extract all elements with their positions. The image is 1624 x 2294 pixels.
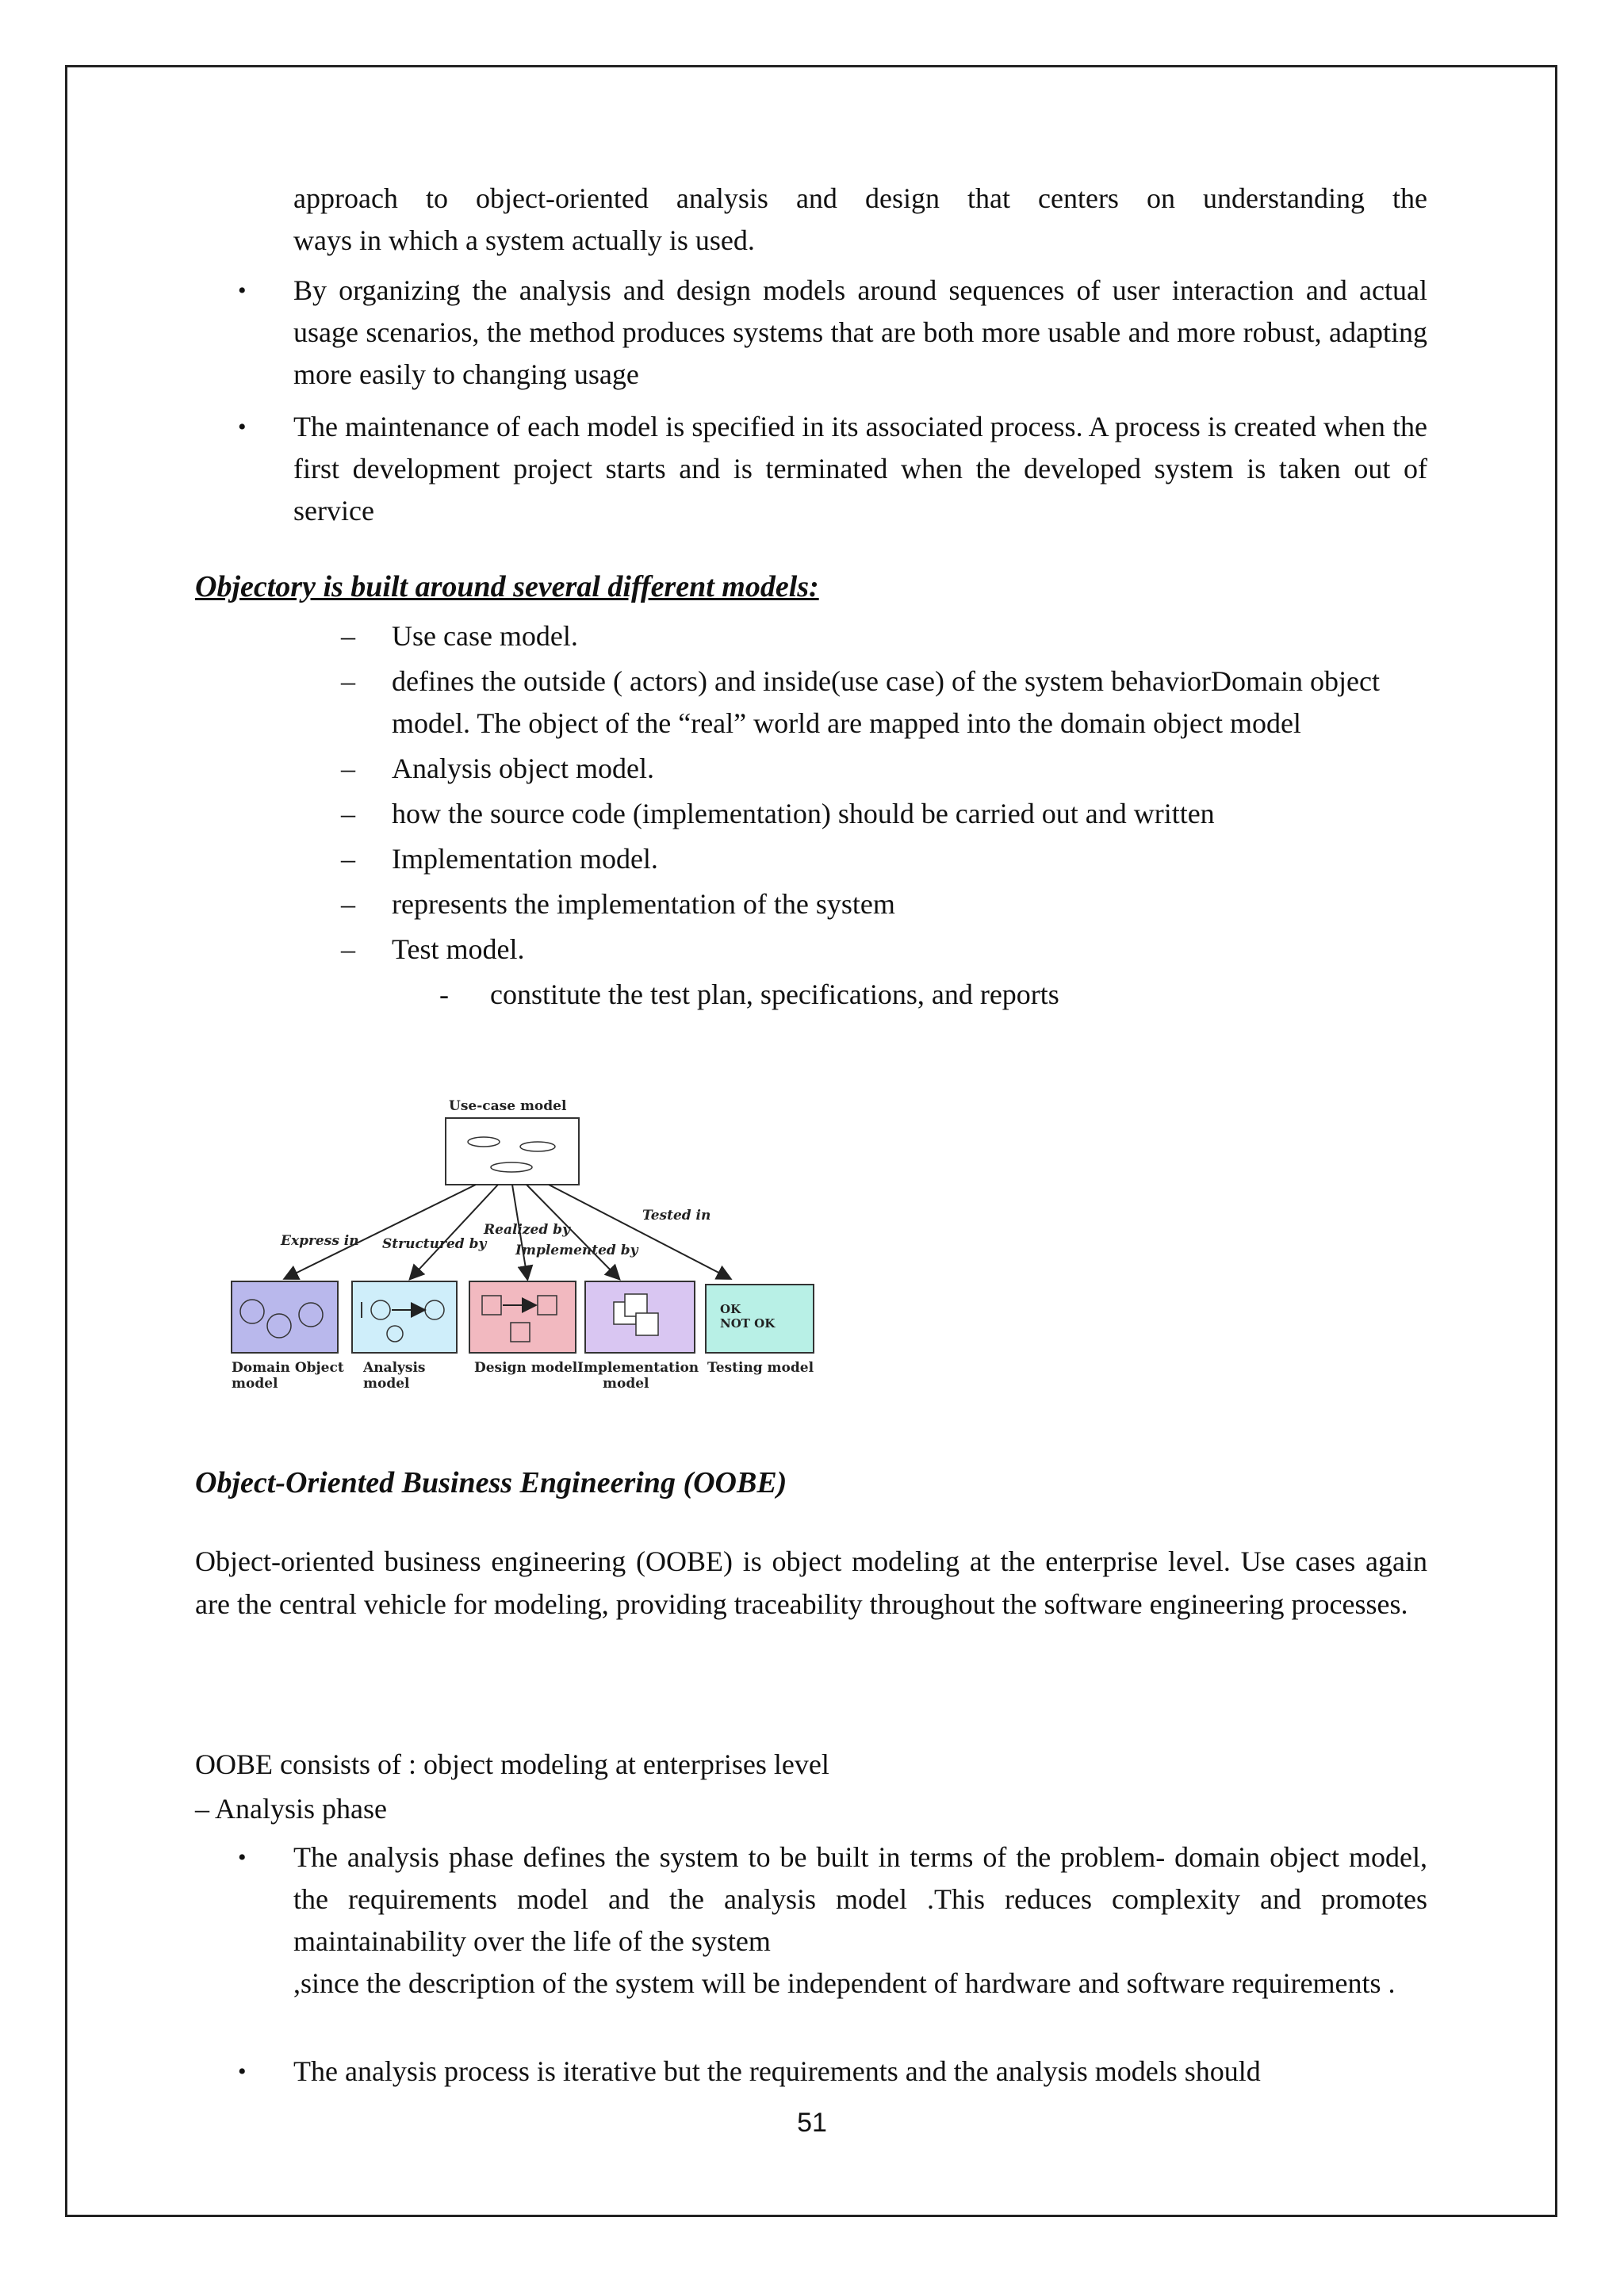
objectory-heading-text: Objectory is built around several different models:: [195, 570, 819, 603]
design-model-label: Design model: [474, 1360, 578, 1376]
list-item-text: Analysis object model.: [392, 753, 654, 784]
testing-model-label: Testing model: [707, 1360, 814, 1376]
list-item-text: defines the outside ( actors) and inside(use case) of the system behaviorDomain object model. The object of the “real” world are mapped into the domain object model: [392, 665, 1380, 739]
bullet-item: [238, 1836, 1427, 2005]
bullet-dot: •: [238, 2058, 247, 2085]
tested-in-arrow: [549, 1185, 730, 1278]
list-item-text: represents the implementation of the system: [392, 888, 895, 920]
bullet-dot: •: [238, 414, 247, 440]
bullet-text: By organizing the analysis and design models around sequences of user interaction and actual usage scenarios, the method produces systems that are both more usable and more robust, adapting more easily to changing usage: [293, 274, 1427, 390]
list-item: [341, 793, 1380, 835]
express-in-arrow: [285, 1185, 476, 1278]
analysis-phase-line: – Analysis phase: [195, 1793, 387, 1825]
domain-object-model-box: [232, 1281, 338, 1353]
sub-list-item: [341, 974, 1380, 1016]
use-case-model-box: [446, 1118, 579, 1185]
diagram-svg: [222, 1086, 841, 1404]
intro-line-2: ways in which a system actually is used.: [293, 224, 755, 256]
dash-marker: –: [341, 933, 355, 965]
structured-by-label: Structured by: [382, 1236, 487, 1252]
bullet-item: [238, 270, 1427, 396]
intro-continuation: [293, 178, 1427, 262]
list-item-text: constitute the test plan, specifications, and reports: [490, 978, 1059, 1010]
use-case-model-label: Use-case model: [449, 1098, 567, 1114]
component-icon: [636, 1313, 658, 1335]
bullet-item: [238, 406, 1427, 532]
list-item: [341, 748, 1380, 790]
realized-by-label: Realized by: [484, 1222, 570, 1238]
model-list: [341, 615, 1380, 1016]
list-item-text: Use case model.: [392, 620, 578, 652]
bullet-text: The analysis process is iterative but the requirements and the analysis models should: [293, 2055, 1261, 2087]
dash-marker: –: [341, 665, 355, 697]
list-item-text: Test model.: [392, 933, 525, 965]
dash-marker: –: [341, 753, 355, 784]
list-item-text: how the source code (implementation) should be carried out and written: [392, 798, 1215, 829]
bullet-text: The analysis phase defines the system to be built in terms of the problem- domain object model, the requirements model and the analysis model .This reduces complexity and promotes maintainability over the life of the system: [293, 1841, 1427, 1957]
list-item: [341, 929, 1380, 971]
oobe-consists-line: OOBE consists of : object modeling at enterprises level: [195, 1748, 829, 1780]
list-item: [341, 838, 1380, 880]
dash-marker: –: [341, 843, 355, 875]
tested-in-label: Tested in: [642, 1208, 711, 1224]
bullet-item: [238, 2051, 1427, 2093]
oobe-paragraph: Object-oriented business engineering (OOBE) is object modeling at the enterprise level. Use cases again are the central vehicle for modeling, providing traceability throughout the software engineering processes.: [195, 1545, 1427, 1620]
objectory-models-diagram: [222, 1086, 841, 1404]
dash-marker: –: [341, 888, 355, 920]
oobe-heading: Object-Oriented Business Engineering (OOBE): [195, 1466, 787, 1499]
bullet-dot: •: [238, 278, 247, 304]
intro-line-1: approach to object-oriented analysis and design that centers on understanding the: [293, 182, 1427, 214]
list-item-text: Implementation model.: [392, 843, 658, 875]
not-ok-text: NOT OK: [720, 1316, 776, 1331]
implementation-model-label: Implementation: [577, 1360, 699, 1376]
analysis-model-label: Analysis: [363, 1360, 426, 1376]
bullet-dot: •: [238, 1844, 247, 1871]
bullet-text: The maintenance of each model is specified in its associated process. A process is created when the first development project starts and is terminated when the developed system is taken out of service: [293, 411, 1427, 527]
bullet-continuation: ,since the description of the system will be independent of hardware and software requirements .: [293, 1967, 1396, 1999]
dash-marker: –: [341, 798, 355, 829]
list-item: [341, 615, 1380, 657]
analysis-model-label-2: model: [363, 1376, 410, 1392]
objectory-heading: [195, 569, 819, 604]
implementation-model-label-2: model: [603, 1376, 649, 1392]
ok-text: OK: [720, 1302, 741, 1316]
page-number: 51: [797, 2108, 827, 2138]
list-item: [341, 883, 1380, 925]
domain-object-model-label: Domain Object: [232, 1360, 344, 1376]
express-in-label: Express in: [281, 1233, 359, 1249]
list-item: [341, 661, 1380, 745]
dash-marker: –: [341, 620, 355, 652]
dash-marker: -: [439, 978, 449, 1010]
domain-object-model-label-2: model: [232, 1376, 278, 1392]
implemented-by-label: Implemented by: [515, 1243, 638, 1258]
